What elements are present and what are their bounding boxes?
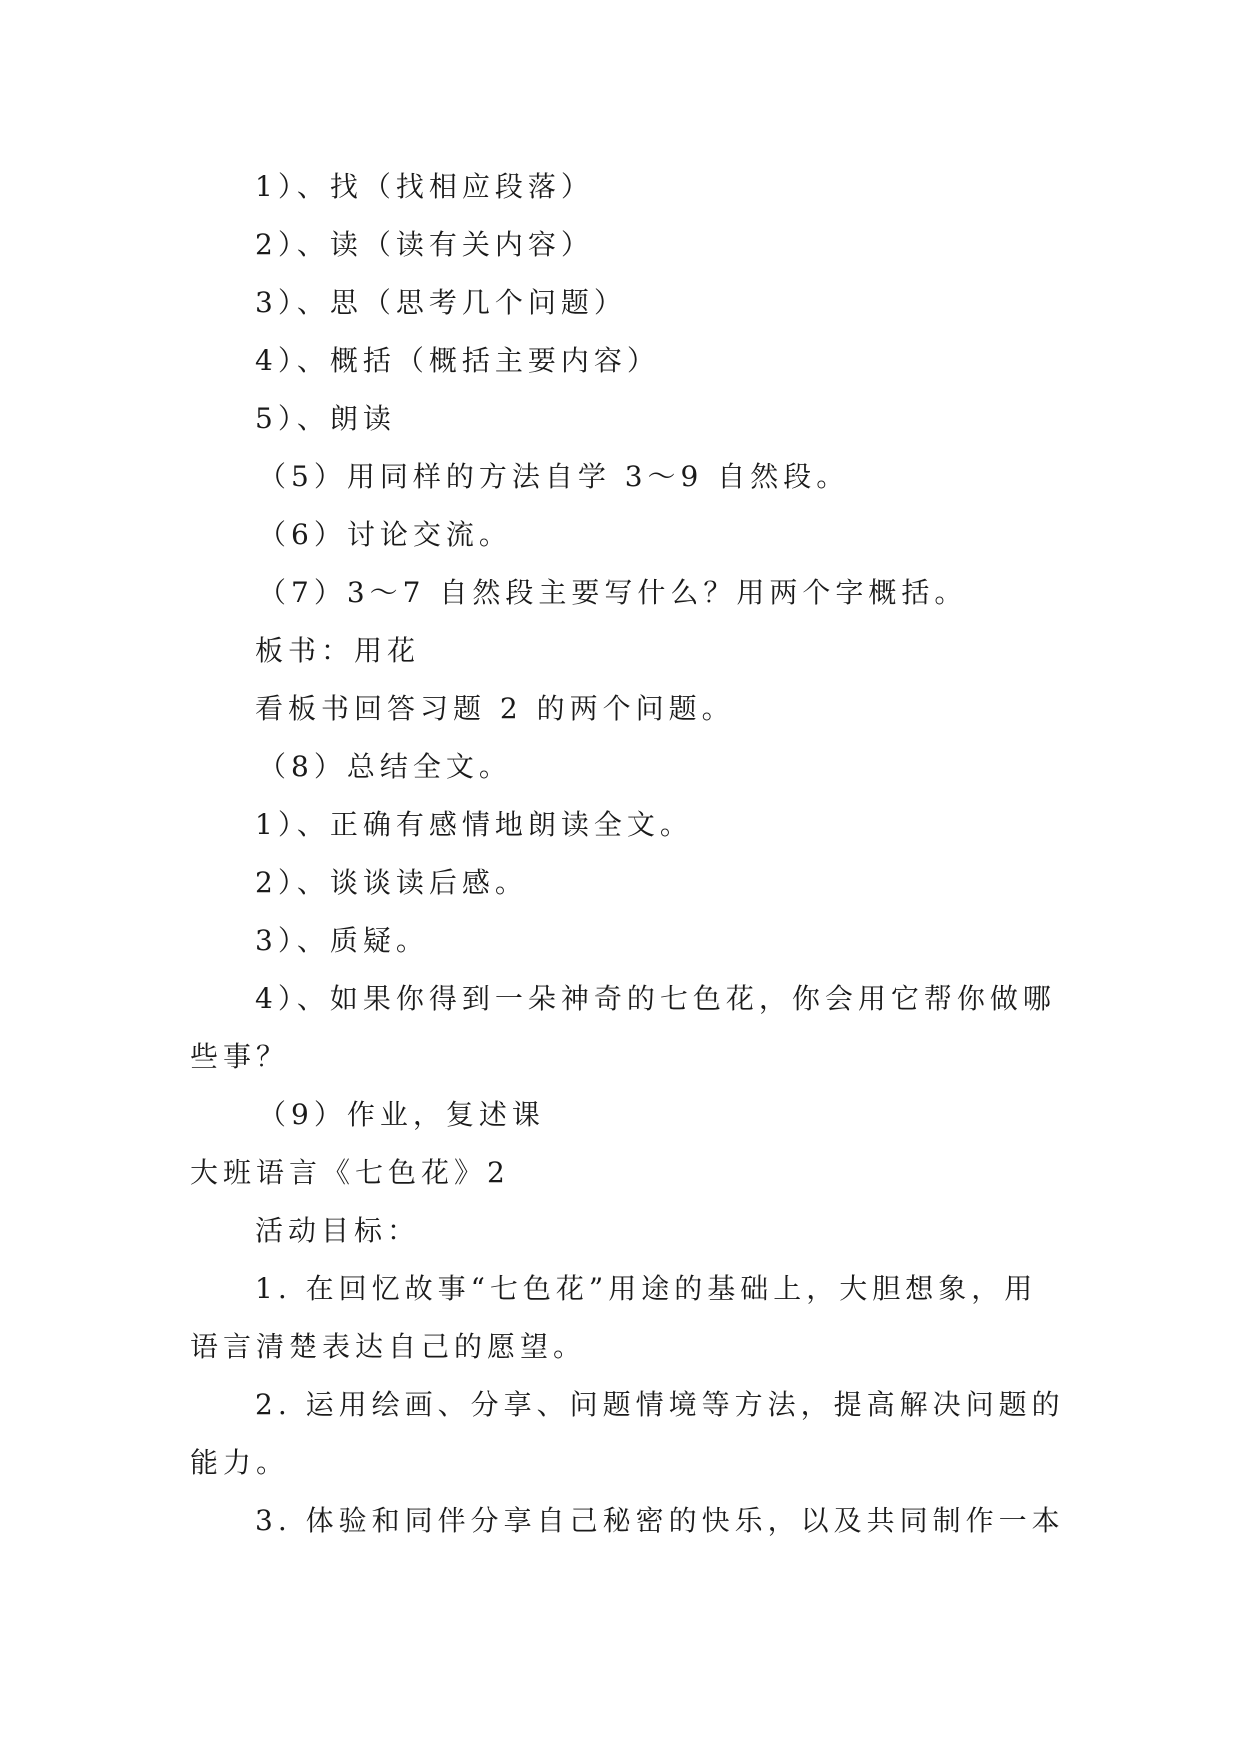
item-7-question: （7）3～7 自然段主要写什么？用两个字概括。	[258, 576, 968, 609]
item-8-summary: （8）总结全文。	[258, 750, 512, 783]
summary-step-4-cont: 些事？	[190, 1040, 290, 1073]
item-6-discussion: （6）讨论交流。	[258, 518, 512, 551]
item-9-homework: （9）作业，复述课	[258, 1098, 545, 1131]
step-summarize: 4）、概括（概括主要内容）	[255, 344, 660, 377]
objective-3: 3. 体验和同伴分享自己秘密的快乐，以及共同制作一本	[255, 1504, 1065, 1537]
summary-step-4: 4）、如果你得到一朵神奇的七色花，你会用它帮你做哪	[255, 982, 1056, 1015]
objective-2-cont: 能力。	[190, 1446, 290, 1479]
section-title: 大班语言《七色花》2	[190, 1156, 510, 1189]
objective-1: 1. 在回忆故事“七色花”用途的基础上，大胆想象，用	[255, 1272, 1038, 1305]
summary-step-1: 1）、正确有感情地朗读全文。	[255, 808, 693, 841]
step-think: 3）、思（思考几个问题）	[255, 286, 627, 319]
step-find: 1）、找（找相应段落）	[255, 170, 594, 203]
exercise-instruction: 看板书回答习题 2 的两个问题。	[255, 692, 735, 725]
objective-2: 2. 运用绘画、分享、问题情境等方法，提高解决问题的	[255, 1388, 1065, 1421]
summary-step-3: 3）、质疑。	[255, 924, 429, 957]
objective-1-cont: 语言清楚表达自己的愿望。	[190, 1330, 587, 1363]
step-read: 2）、读（读有关内容）	[255, 228, 594, 261]
blackboard-note: 板书：用花	[255, 634, 421, 667]
item-5-self-study: （5）用同样的方法自学 3～9 自然段。	[258, 460, 850, 493]
summary-step-2: 2）、谈谈读后感。	[255, 866, 528, 899]
objectives-heading: 活动目标：	[255, 1214, 421, 1247]
step-recite: 5）、朗读	[255, 402, 396, 435]
